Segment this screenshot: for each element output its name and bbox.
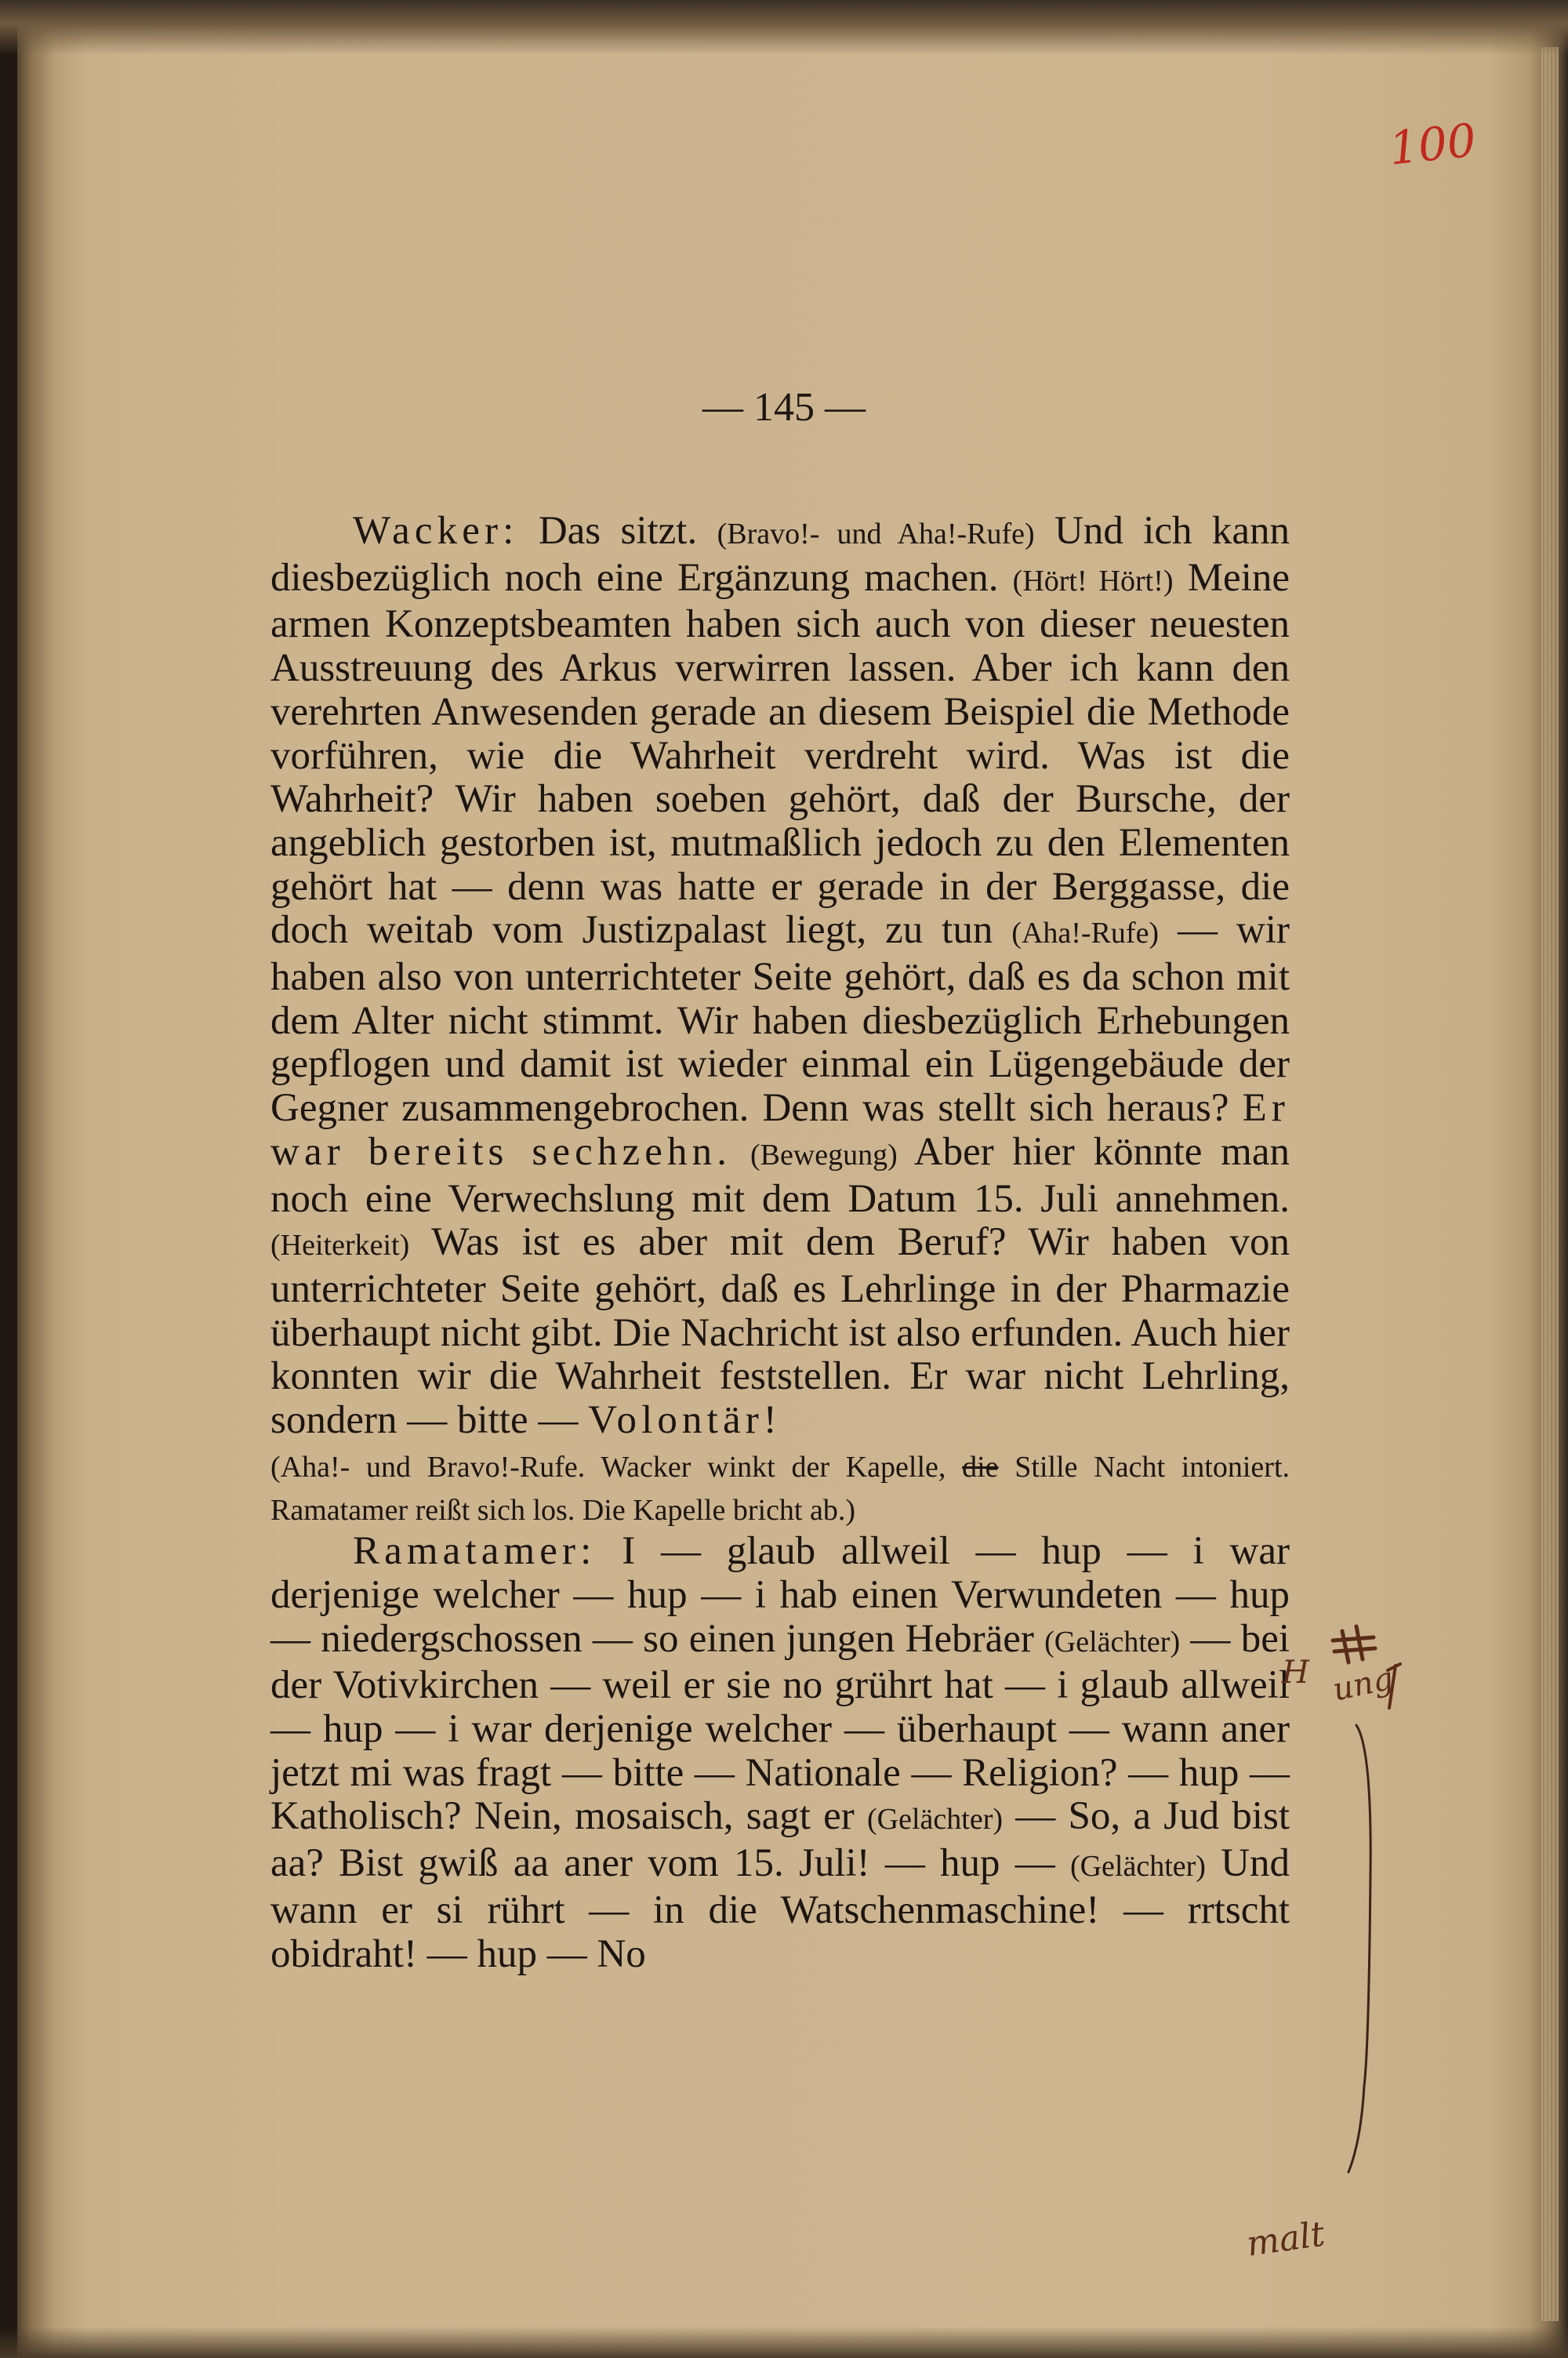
speech-text: Aber hier könnte man noch eine Verwechslung mit dem Datum 15. Juli annehmen.	[270, 1129, 1290, 1221]
speaker-name: Wacker:	[353, 509, 519, 553]
struck-word: die	[962, 1450, 999, 1484]
margin-note: ung	[1330, 1660, 1397, 1709]
speech-text	[731, 1130, 750, 1174]
stage-direction: (Hört! Hört!)	[1012, 564, 1174, 598]
speech-text: Und wann er si rührt — in die Watschenmaschine! — rrtscht obidraht! — hup — No	[270, 1841, 1290, 1976]
speech-text: — wir haben also von unterrichteter Seite gehört, daß es da schon mit dem Alter nicht stimmt. Wir haben diesbezüglich Erhebungen gepflogen und damit ist wieder einmal ein Lügengebäude der Gegner zusammengebrochen. Denn was stellt sich heraus?	[270, 908, 1290, 1131]
speech-text: Was ist es aber mit dem Beruf? Wir haben von unterrichteter Seite gehört, daß es Lehrlinge in der Pharmazie überhaupt nicht gibt. Die Nachricht ist also erfunden. Auch hier konnten wir die Wahrheit feststellen. Er war nicht Lehrling, sondern — bitte —	[270, 1220, 1290, 1443]
speech-text: — So, a Jud bist aa? Bist gwiß aa aner vom 15. Juli! — hup —	[270, 1794, 1290, 1886]
stage-direction-long: (Aha!- und Bravo!-Rufe. Wacker winkt der Kapelle, die Stille Nacht intoniert. Ramatamer reißt sich los. Die Kapelle bricht ab.)	[270, 1450, 1290, 1528]
top-shadow	[0, 0, 1568, 55]
speech-text: I — glaub allweil — hup — i war derjenige welcher — hup — i hab einen Verwundeten — hup — niedergschossen — so einen jungen Hebräer	[270, 1529, 1290, 1661]
stage-direction: (Gelächter)	[1069, 1850, 1206, 1884]
paragraph-wacker	[270, 510, 1290, 1530]
book-spine	[0, 0, 17, 2358]
page-number: — 145 —	[702, 385, 866, 430]
stage-direction: (Aha!-Rufe)	[1011, 917, 1160, 950]
stage-direction: (Bravo!- und Aha!-Rufe)	[717, 518, 1035, 550]
emphasis-text: Er war bereits sechzehn.	[270, 1086, 1290, 1174]
stage-direction: (Heiterkeit)	[270, 1229, 410, 1263]
stage-direction: (Gelächter)	[867, 1803, 1004, 1837]
margin-note: H	[1282, 1655, 1309, 1691]
body-text	[270, 510, 1290, 1976]
speech-text: Und ich kann diesbezüglich noch eine Ergänzung machen.	[270, 509, 1290, 600]
speech-text: — bei der Votivkirchen — weil er sie no grührt hat — i glaub allweil — hup — i war derjenige welcher — überhaupt — wann aner jetzt mi was fragt — bitte — Nationale — Religion? — hup — Katholisch? Nein, mosaisch, sagt er	[270, 1616, 1290, 1839]
folio-mark: 100	[1386, 113, 1479, 176]
emphasis-text: Volontär!	[588, 1398, 782, 1443]
paragraph-ramatamer	[270, 1530, 1290, 1976]
bottom-shadow	[0, 2327, 1568, 2358]
speech-text: Das sitzt.	[518, 509, 717, 553]
speech-text: Meine armen Konzeptsbeamten haben sich auch von dieser neuesten Ausstreuung des Arkus verwirren lassen. Aber ich kann den verehrten Anwesenden gerade an diesem Beispiel die Methode vorführen, wie die Wahrheit verdreht wird. Was ist die Wahrheit? Wir haben soeben gehört, daß der Bursche, der angeblich gestorben ist, mutmaßlich jedoch zu den Elementen gehört hat — denn was hatte er gerade in der Berggasse, die doch weitab vom Justizpalast liegt, zu tun	[270, 555, 1290, 953]
stage-direction: (Gelächter)	[1044, 1625, 1181, 1659]
stage-direction: (Bewegung)	[750, 1138, 898, 1172]
bottom-handwritten-note: malt	[1243, 2214, 1327, 2265]
speaker-name: Ramatamer:	[353, 1529, 597, 1574]
